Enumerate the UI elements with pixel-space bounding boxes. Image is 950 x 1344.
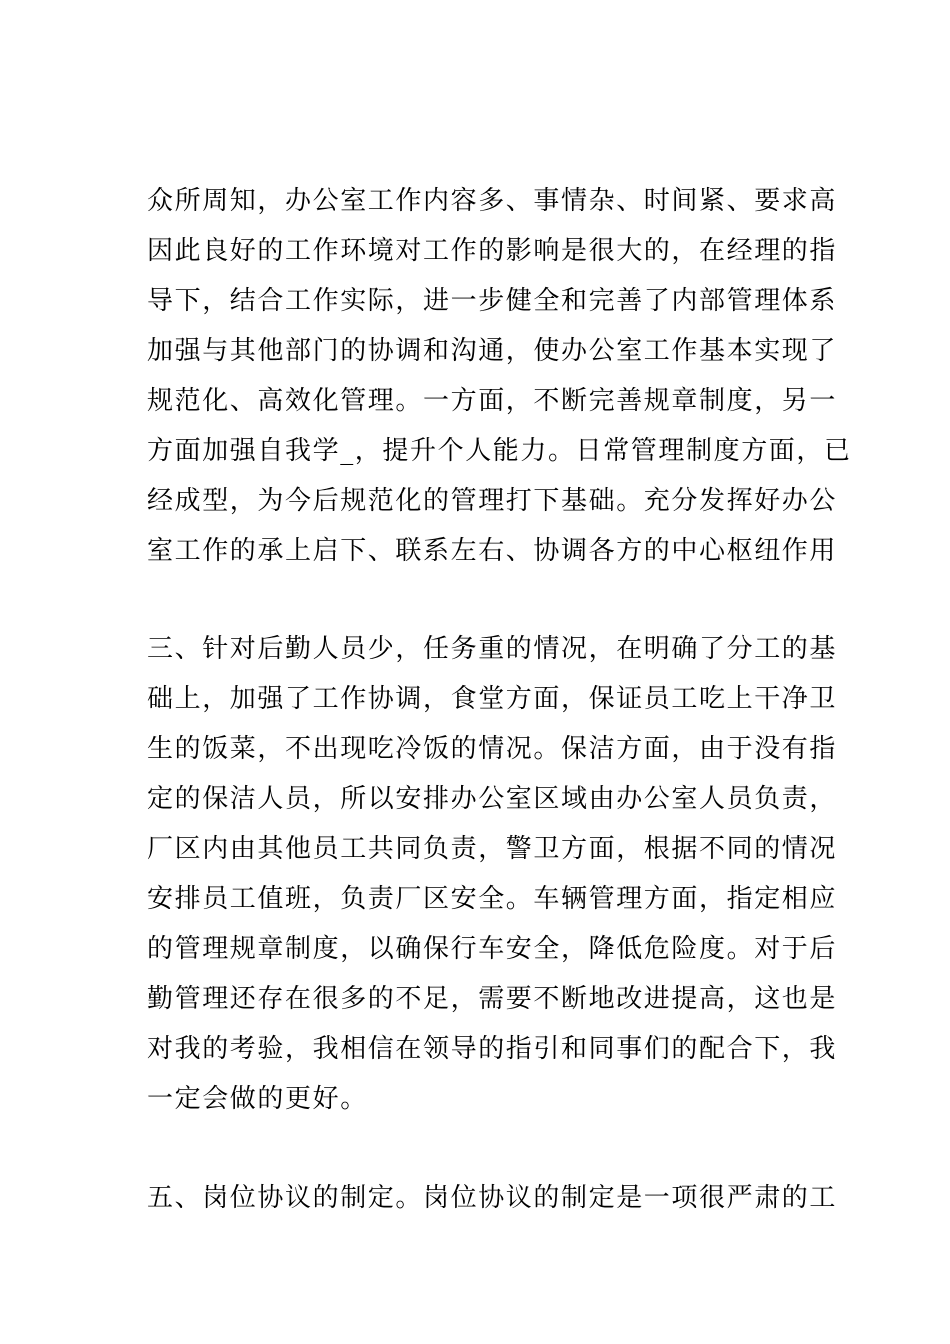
paragraph-logistics [147,624,838,1124]
paragraph-office-management [147,176,852,576]
text-line: 生的饭菜，不出现吃冷饭的情况。保洁方面，由于没有指 [147,734,838,764]
text-line: 众所周知，办公室工作内容多、事情杂、时间紧、要求高 [147,186,838,216]
text-line: 室工作的承上启下、联系左右、协调各方的中心枢纽作用 [147,536,838,566]
text-line: 对我的考验，我相信在领导的指引和同事们的配合下，我 [147,1034,838,1064]
text-line: 经成型，为今后规范化的管理打下基础。充分发挥好办公 [147,486,838,516]
text-line: 五、岗位协议的制定。岗位协议的制定是一项很严肃的工 [147,1183,838,1213]
paragraph-job-agreement [147,1173,838,1223]
text-line: 因此良好的工作环境对工作的影响是很大的，在经理的指 [147,236,838,266]
text-line: 础上，加强了工作协调，食堂方面，保证员工吃上干净卫 [147,684,838,714]
text-line: 一定会做的更好。 [147,1084,368,1114]
text-line: 的管理规章制度，以确保行车安全，降低危险度。对于后 [147,934,838,964]
text-line: 方面加强自我学_，提升个人能力。日常管理制度方面，已 [147,436,852,466]
text-line: 安排员工值班，负责厂区安全。车辆管理方面，指定相应 [147,884,838,914]
text-line: 定的保洁人员，所以安排办公室区域由办公室人员负责， [147,784,838,814]
text-line: 导下，结合工作实际，进一步健全和完善了内部管理体系 [147,286,838,316]
text-line: 厂区内由其他员工共同负责，警卫方面，根据不同的情况 [147,834,838,864]
text-line: 三、针对后勤人员少，任务重的情况，在明确了分工的基 [147,634,838,664]
text-line: 勤管理还存在很多的不足，需要不断地改进提高，这也是 [147,984,838,1014]
text-line: 规范化、高效化管理。一方面，不断完善规章制度，另一 [147,386,838,416]
text-line: 加强与其他部门的协调和沟通，使办公室工作基本实现了 [147,336,838,366]
